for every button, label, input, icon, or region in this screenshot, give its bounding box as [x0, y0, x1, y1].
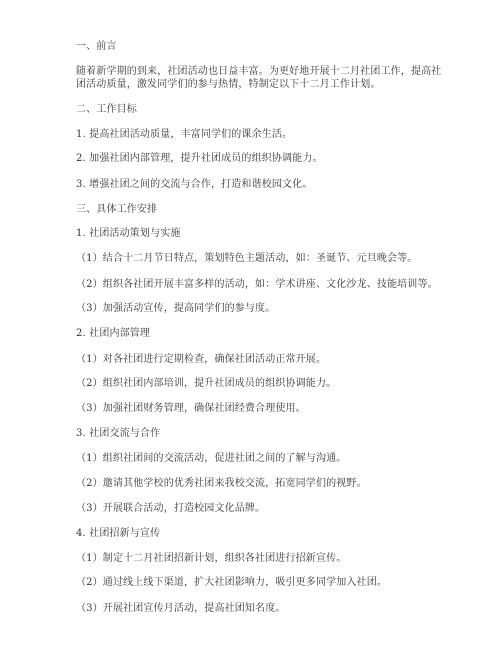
group-title: 4. 社团招新与宣传: [76, 528, 161, 539]
goal-item: 1. 提高社团活动质量，丰富同学们的课余生活。: [76, 129, 293, 140]
group-title: 2. 社团内部管理: [76, 328, 151, 339]
goal-item: 3. 增强社团之间的交流与合作，打造和谐校园文化。: [76, 179, 313, 190]
group-item: （2）邀请其他学校的优秀社团来我校交流，拓宽同学们的视野。: [76, 478, 367, 489]
group-item: （1）对各社团进行定期检查，确保社团活动正常开展。: [76, 354, 327, 365]
group-item: （3）开展联合活动，打造校园文化品牌。: [76, 503, 266, 514]
group-item: （2）组织各社团开展丰富多样的活动，如：学术讲座、文化沙龙、技能培训等。: [76, 279, 438, 290]
group-item: （3）开展社团宣传月活动，提高社团知名度。: [76, 603, 286, 614]
group-item: （3）加强活动宣传，提高同学们的参与度。: [76, 303, 276, 314]
group-item: （1）结合十二月节日特点，策划特色主题活动，如：圣诞节、元旦晚会等。: [76, 253, 418, 264]
group-title: 1. 社团活动策划与实施: [76, 228, 181, 239]
section-heading-preface: 一、前言: [76, 41, 117, 52]
goal-item: 2. 加强社团内部管理，提升社团成员的组织协调能力。: [76, 153, 323, 164]
section-heading-arrangements: 三、具体工作安排: [76, 204, 158, 215]
group-item: （2）组织社团内部培训，提升社团成员的组织协调能力。: [76, 378, 337, 389]
group-item: （1）组织社团间的交流活动，促进社团之间的了解与沟通。: [76, 453, 347, 464]
group-item: （2）通过线上线下渠道，扩大社团影响力，吸引更多同学加入社团。: [76, 577, 388, 588]
section-heading-goals: 二、工作目标: [76, 104, 137, 115]
group-title: 3. 社团交流与合作: [76, 428, 161, 439]
preface-paragraph-line: 随着新学期的到来，社团活动也日益丰富。为更好地开展十二月社团工作，提高社: [76, 66, 442, 77]
group-item: （3）加强社团财务管理，确保社团经费合理使用。: [76, 403, 306, 414]
preface-paragraph-line: 团活动质量，激发同学们的参与热情，特制定以下十二月工作计划。: [76, 79, 381, 90]
group-item: （1）制定十二月社团招新计划，组织各社团进行招新宣传。: [76, 553, 347, 564]
